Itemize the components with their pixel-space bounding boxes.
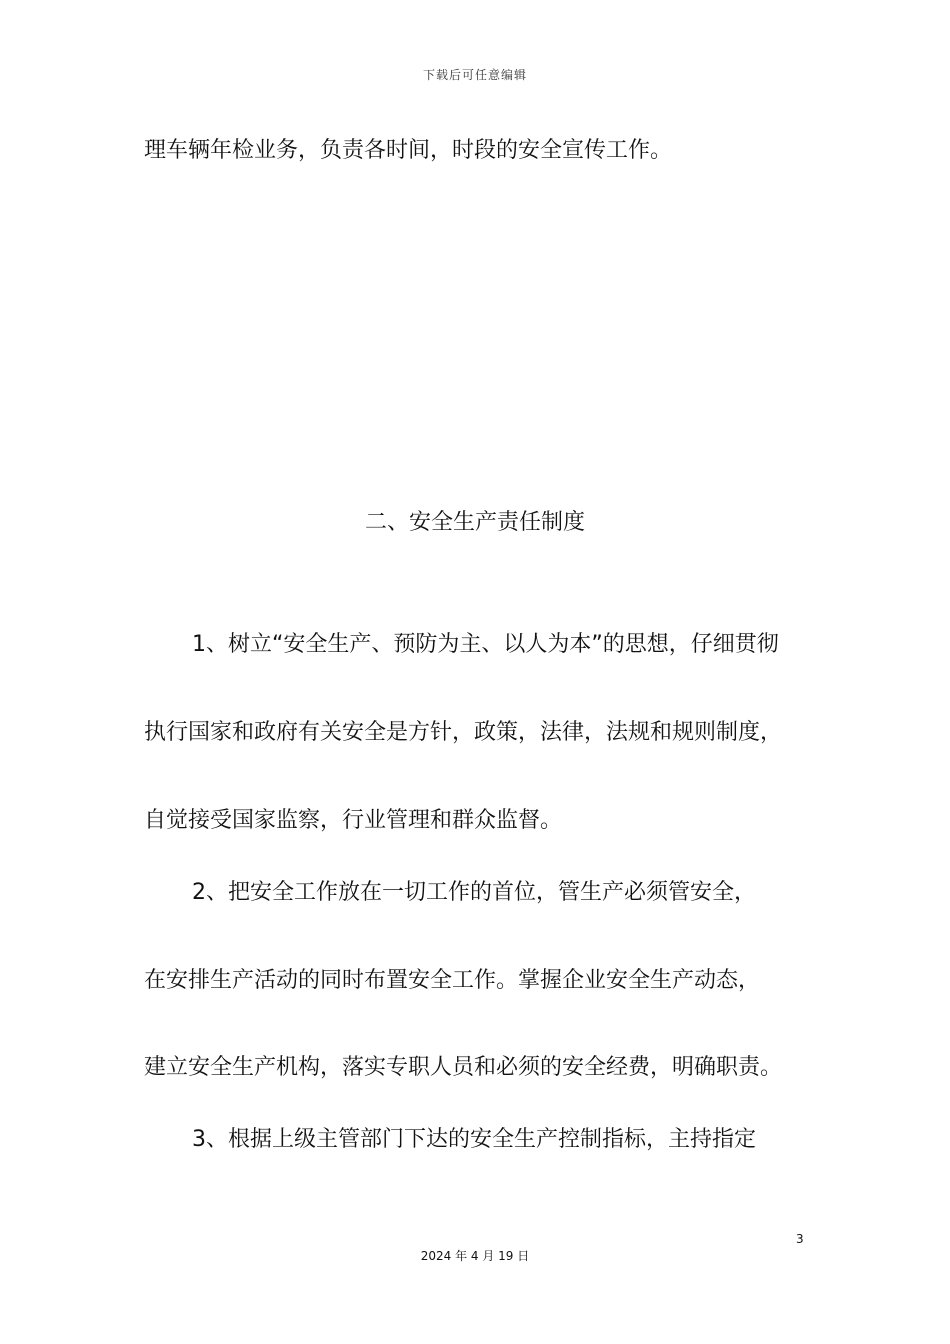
- paragraph-1-line-3: 自觉接受国家监察，行业管理和群众监督。: [144, 808, 563, 833]
- footer-date: 2024 年 4 月 19 日: [420, 1249, 530, 1263]
- continuation-line: 理车辆年检业务，负责各时间，时段的安全宣传工作。: [144, 138, 673, 163]
- paragraph-1-line-1: 1、树立“安全生产、预防为主、以人为本”的思想，仔细贯彻: [192, 632, 779, 657]
- section-title: 二、安全生产责任制度: [364, 510, 585, 535]
- paragraph-1-line-2: 执行国家和政府有关安全是方针，政策，法律，法规和规则制度，: [144, 720, 783, 745]
- paragraph-2-line-1: 2、把安全工作放在一切工作的首位，管生产必须管安全，: [192, 880, 756, 905]
- paragraph-2-line-3: 建立安全生产机构，落实专职人员和必须的安全经费，明确职责。: [144, 1055, 783, 1080]
- page-number: 3: [796, 1232, 804, 1246]
- paragraph-3-line-1: 3、根据上级主管部门下达的安全生产控制指标，主持指定: [192, 1127, 756, 1152]
- header-note: 下载后可任意编辑: [422, 68, 527, 82]
- paragraph-2-line-2: 在安排生产活动的同时布置安全工作。掌握企业安全生产动态，: [144, 968, 761, 993]
